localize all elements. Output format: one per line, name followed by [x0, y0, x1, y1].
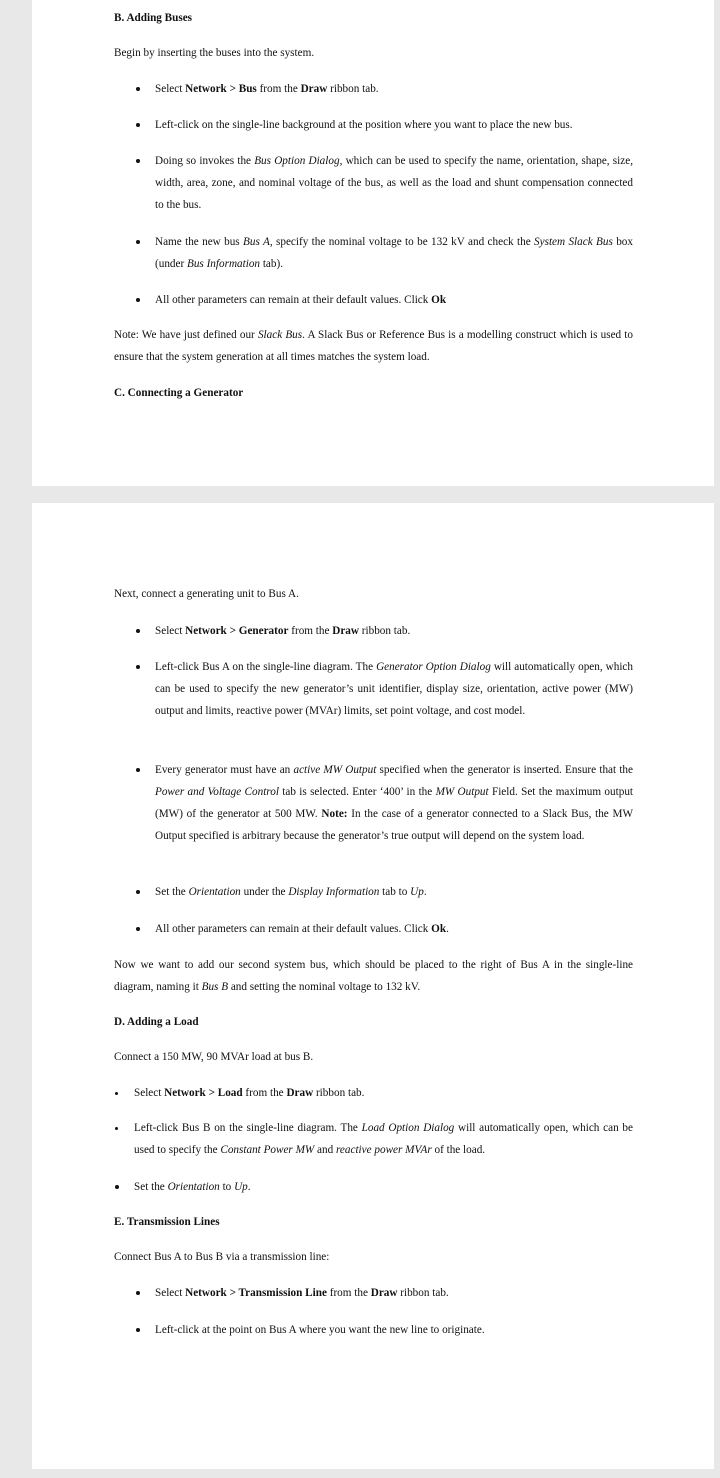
bullet-bus-option-dialog: Doing so invokes the Bus Option Dialog, which can be used to specify the name, orientation, shape, size, width, area, zone, and nominal voltage of the bus, as well as the load and shunt compensation connected to the bus.	[155, 150, 633, 216]
bullet-dot	[136, 240, 140, 244]
bullet-dot	[136, 665, 140, 669]
bullet-dot	[136, 159, 140, 163]
paragraph-intro-buses: Begin by inserting the buses into the system.	[114, 47, 315, 59]
bullet-set-orientation-generator: Set the Orientation under the Display Information tab to Up.	[155, 881, 633, 903]
bullet-select-transmission-line: Select Network > Transmission Line from the Draw ribbon tab.	[155, 1282, 633, 1304]
bullet-dot	[136, 123, 140, 127]
bullet-set-orientation-load: Set the Orientation to Up.	[134, 1176, 633, 1198]
paragraph-intro-generator: Next, connect a generating unit to Bus A.	[114, 588, 299, 600]
bullet-dot	[136, 298, 140, 302]
paragraph-intro-transmission: Connect Bus A to Bus B via a transmission line:	[114, 1251, 330, 1263]
bullet-dot	[136, 629, 140, 633]
bullet-dot	[136, 890, 140, 894]
bullet-load-option-dialog: Left-click Bus B on the single-line diagram. The Load Option Dialog will automatically open, which can be used to specify the Constant Power MW and reactive power MVAr of the load.	[134, 1117, 633, 1161]
bullet-generator-option-dialog: Left-click Bus A on the single-line diagram. The Generator Option Dialog will automatically open, which can be used to specify the new generator’s unit identifier, display size, orientation, active power (MW) output and limits, reactive power (MVAr) limits, set point voltage, and cost model.	[155, 656, 633, 722]
bullet-select-generator: Select Network > Generator from the Draw ribbon tab.	[155, 620, 633, 642]
bullet-default-values: All other parameters can remain at their default values. Click Ok	[155, 289, 633, 311]
section-heading-adding-buses: B. Adding Buses	[114, 12, 193, 24]
bullet-select-bus: Select Network > Bus from the Draw ribbon tab.	[155, 78, 633, 100]
bullet-dot	[136, 87, 140, 91]
bullet-dot	[115, 1185, 119, 1189]
bullet-dot	[136, 1328, 140, 1332]
section-heading-adding-load: D. Adding a Load	[114, 1016, 199, 1028]
bullet-name-bus-a: Name the new bus Bus A, specify the nominal voltage to be 132 kV and check the System Slack Bus box (under Bus Information tab).	[155, 231, 633, 275]
bullet-left-click-bus-a: Left-click at the point on Bus A where you want the new line to originate.	[155, 1319, 633, 1341]
bullet-dot	[136, 768, 140, 772]
bullet-left-click-background: Left-click on the single-line background at the position where you want to place the new bus.	[155, 114, 633, 136]
paragraph-second-bus: Now we want to add our second system bus, which should be placed to the right of Bus A in the single-line diagram, naming it Bus B and setting the nominal voltage to 132 kV.	[114, 959, 633, 993]
bullet-dot	[136, 927, 140, 931]
section-heading-connecting-generator: C. Connecting a Generator	[114, 387, 244, 399]
bullet-active-mw-output: Every generator must have an active MW Output specified when the generator is inserted. Ensure that the Power and Voltage Control tab is selected. Enter ‘400’ in the MW Output Field. Set the maximum output (MW) of the generator at 500 MW. Note: In the case of a generator connected to a Slack Bus, the MW Output specified is arbitrary because the generator’s true output will depend on the system load.	[155, 759, 633, 847]
bullet-dot	[115, 1092, 118, 1095]
bullet-default-values-generator: All other parameters can remain at their default values. Click Ok.	[155, 918, 633, 940]
bullet-dot	[136, 1291, 140, 1295]
bullet-select-load: Select Network > Load from the Draw ribbon tab.	[134, 1082, 633, 1104]
document-page-1	[32, 0, 714, 486]
paragraph-slack-bus-note: Note: We have just defined our Slack Bus. A Slack Bus or Reference Bus is a modelling construct which is used to ensure that the system generation at all times matches the system load.	[114, 329, 633, 363]
document-page-2	[32, 503, 714, 1469]
bullet-dot	[115, 1127, 118, 1130]
section-heading-transmission-lines: E. Transmission Lines	[114, 1216, 220, 1228]
paragraph-intro-load: Connect a 150 MW, 90 MVAr load at bus B.	[114, 1051, 314, 1063]
